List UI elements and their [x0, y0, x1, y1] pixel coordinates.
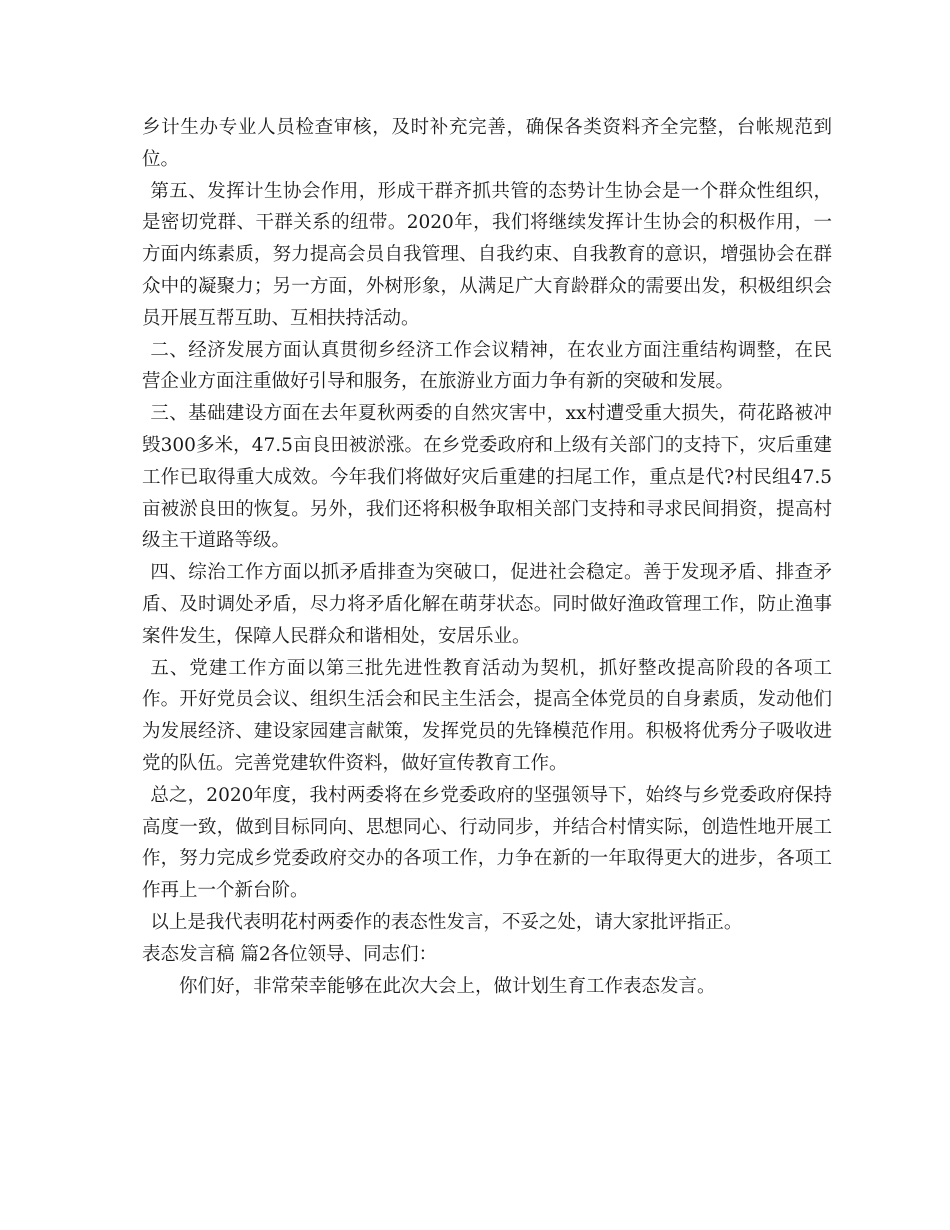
paragraph-1: 乡计生办专业人员检查审核，及时补充完善，确保各类资料齐全完整，台帐规范到位。: [142, 117, 832, 170]
paragraph-7: 总之，2020年度，我村两委将在乡党委政府的坚强领导下，始终与乡党委政府保持高度一致，做到目标同向、思想同心、行动同步，并结合村情实际，创造性地开展工作，努力完成乡党委政府交办的各项工作，力争在新的一年取得更大的进步，各项工作再上一个新台阶。: [142, 784, 832, 902]
paragraph-5: 四、综治工作方面以抓矛盾排查为突破口，促进社会稳定。善于发现矛盾、排查矛盾、及时调处矛盾，尽力将矛盾化解在萌芽状态。同时做好渔政管理工作，防止渔事案件发生，保障人民群众和谐相处，安居乐业。: [142, 562, 832, 647]
paragraph-2: 第五、发挥计生协会作用，形成干群齐抓共管的态势计生协会是一个群众性组织，是密切党群、干群关系的纽带。2020年，我们将继续发挥计生协会的积极作用，一方面内练素质，努力提高会员自我管理、自我约束、自我教育的意识，增强协会在群众中的凝聚力；另一方面，外树形象，从满足广大育龄群众的需要出发，积极组织会员开展互帮互助、互相扶持活动。: [142, 180, 832, 329]
paragraph-10: 你们好，非常荣幸能够在此次大会上，做计划生育工作表态发言。: [179, 975, 716, 997]
section-heading: 表态发言稿 篇2各位领导、同志们：: [142, 943, 438, 965]
paragraph-6: 五、党建工作方面以第三批先进性教育活动为契机，抓好整改提高阶段的各项工作。开好党员会议、组织生活会和民主生活会，提高全体党员的自身素质，发动他们为发展经济、建设家园建言献策，发挥党员的先锋模范作用。积极将优秀分子吸收进党的队伍。完善党建软件资料，做好宣传教育工作。: [142, 657, 832, 774]
paragraph-3: 二、经济发展方面认真贯彻乡经济工作会议精神，在农业方面注重结构调整，在民营企业方面注重做好引导和服务，在旅游业方面力争有新的突破和发展。: [142, 339, 832, 393]
paragraph-4: 三、基础建设方面在去年夏秋两委的自然灾害中，xx村遭受重大损失，荷花路被冲毁300多米，47.5亩良田被淤涨。在乡党委政府和上级有关部门的支持下，灾后重建工作已取得重大成效。今年我们将做好灾后重建的扫尾工作，重点是代?村民组47.5亩被淤良田的恢复。另外，我们还将积极争取相关部门支持和寻求民间捐资，提高村级主干道路等级。: [142, 403, 832, 552]
paragraph-8: 以上是我代表明花村两委作的表态性发言，不妥之处，请大家批评指正。: [150, 911, 743, 933]
document-body: [142, 112, 832, 1002]
